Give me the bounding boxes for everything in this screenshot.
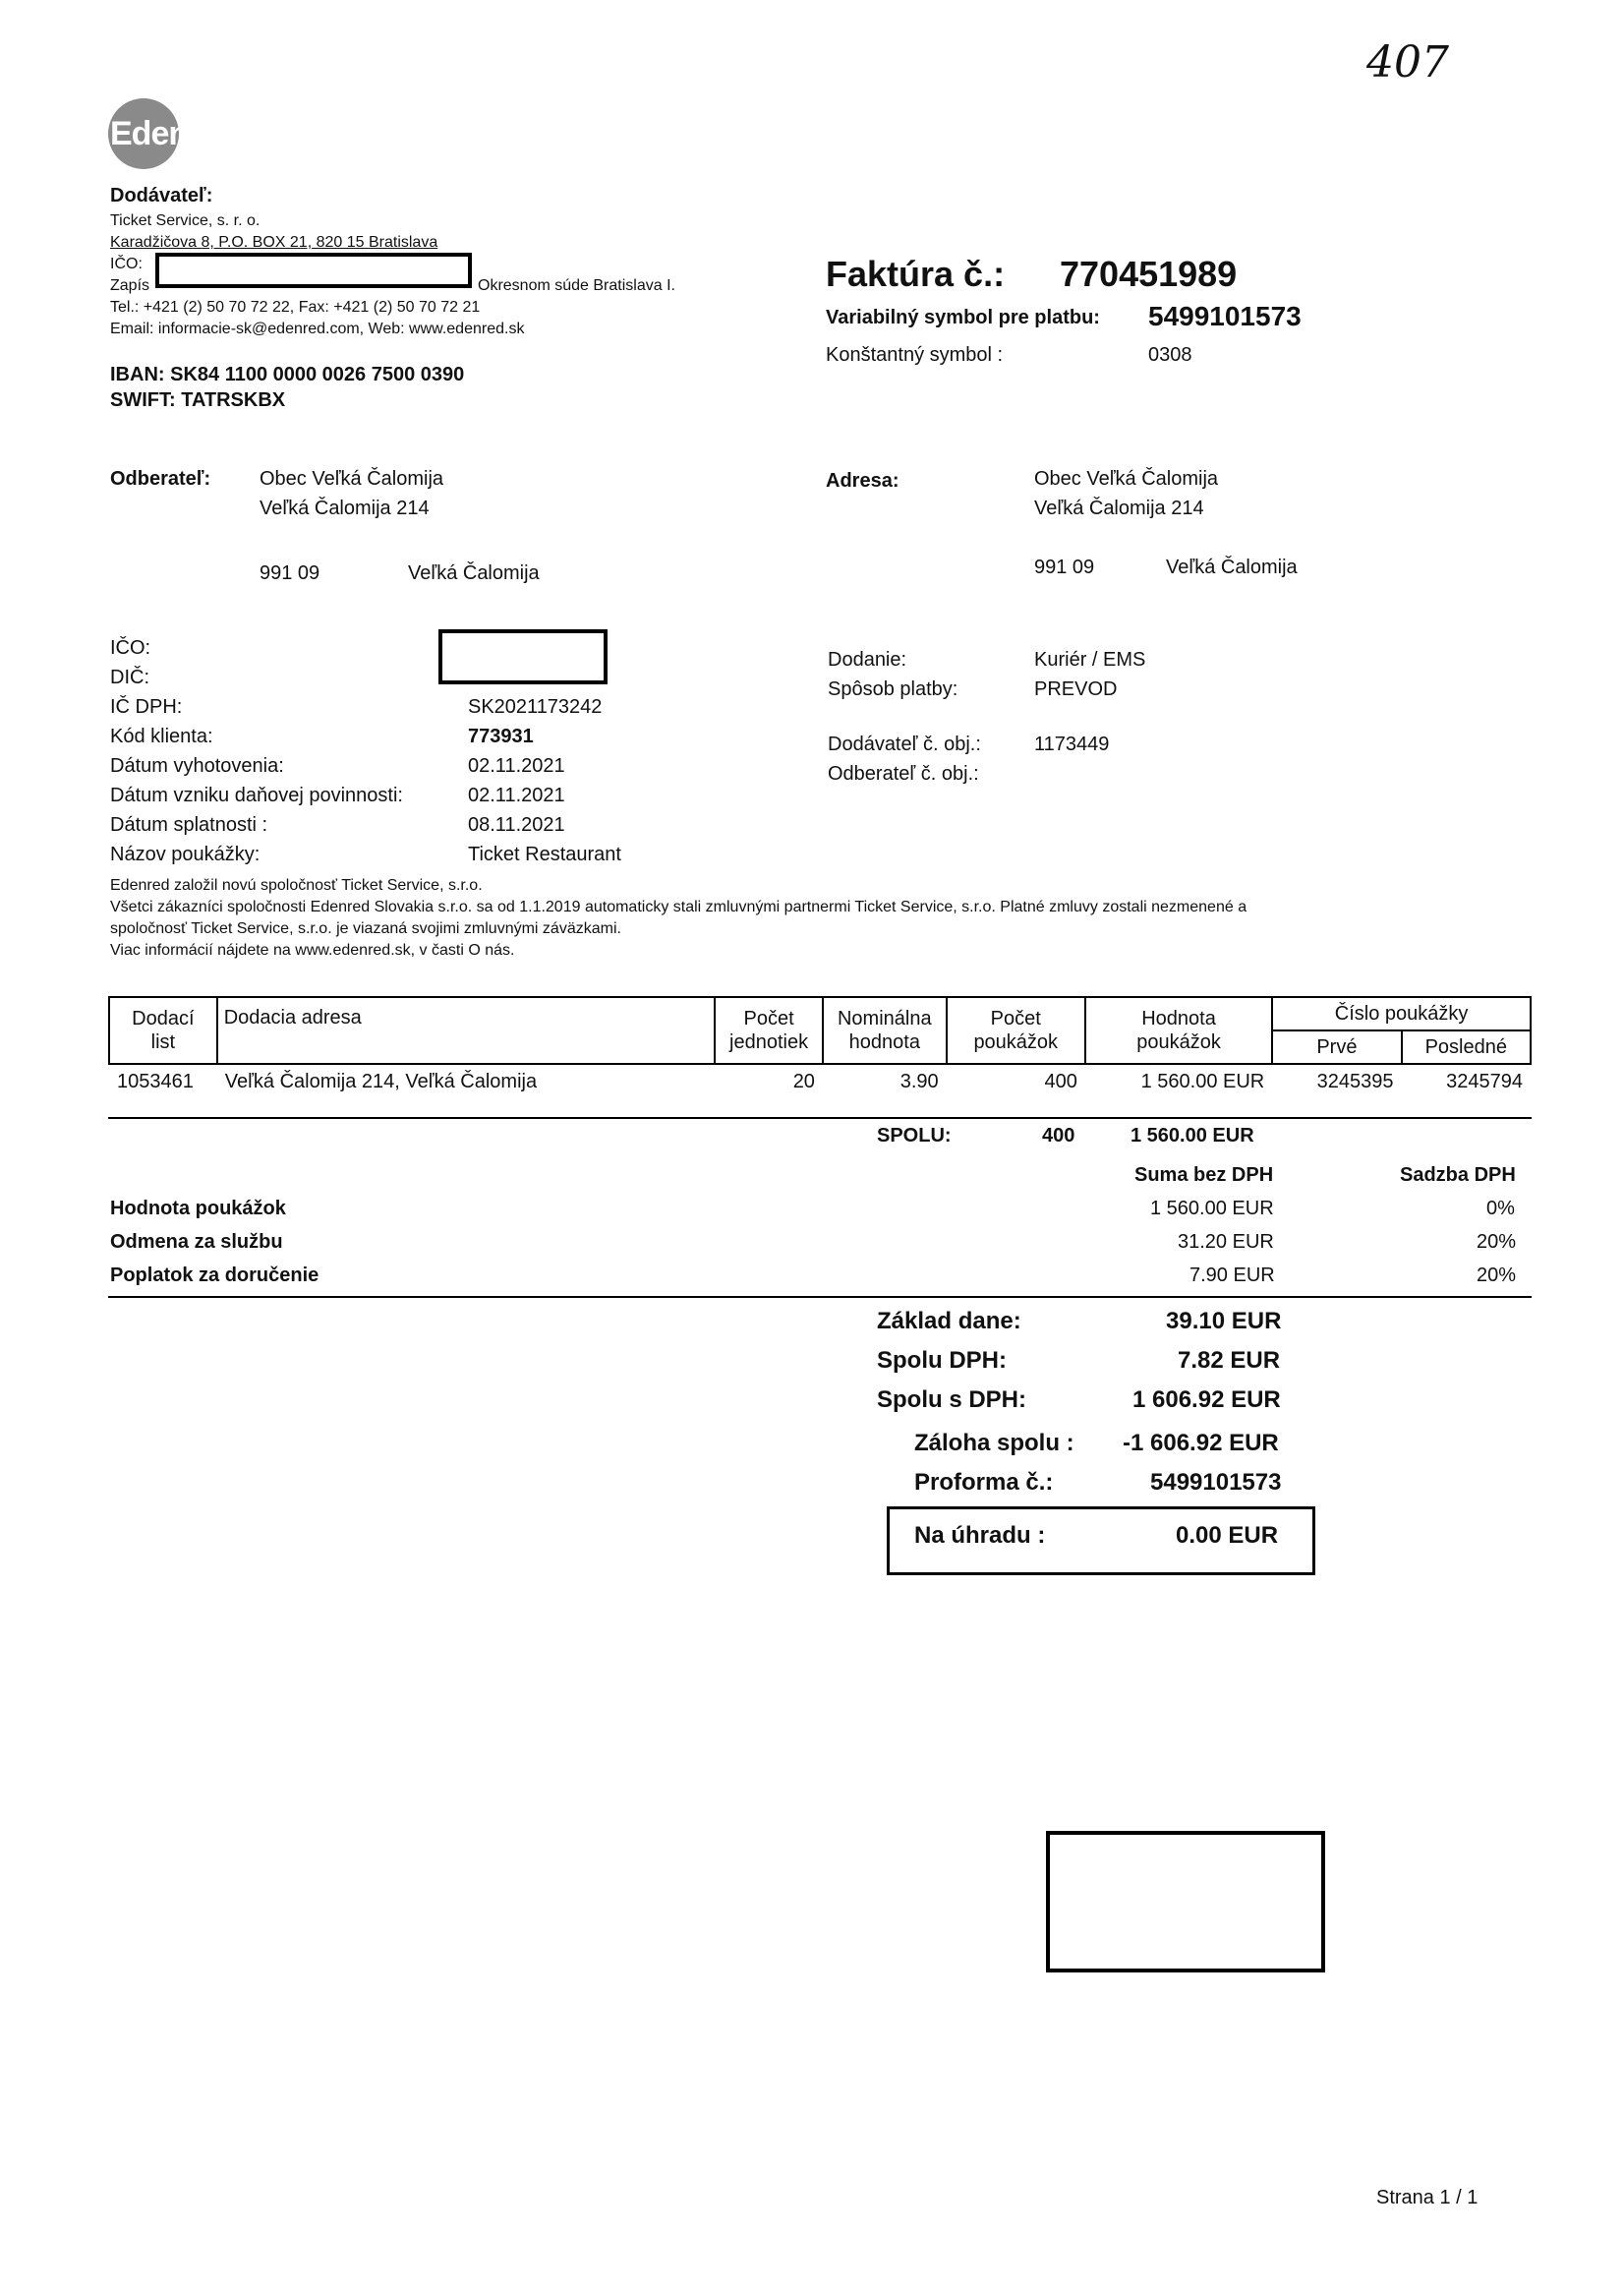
var-symbol: 5499101573 [1148,301,1302,331]
summary-item-label: Odmena za službu [110,1231,283,1253]
client-code: 773931 [468,726,534,747]
tax-date: 02.11.2021 [468,785,565,806]
grand-total-label: Spolu s DPH: [877,1386,1027,1413]
notice-line-4: Viac informácií nájdete na www.edenred.sk, v časti O nás. [110,942,515,959]
cell-first: 3245395 [1316,1071,1394,1092]
col-voucher-number: Číslo poukážky [1272,997,1531,1030]
ico-label: IČO: [110,637,151,659]
divider [108,1296,1532,1298]
cell-last: 3245794 [1446,1071,1523,1092]
summary-item-label: Poplatok za doručenie [110,1265,319,1286]
col-first: Prvé [1272,1030,1401,1064]
customer-zip: 991 09 [260,562,320,584]
page-number: Strana 1 / 1 [1376,2187,1479,2208]
col-delivery-note: Dodací list [109,997,217,1064]
advance-value: -1 606.92 EUR [1123,1430,1279,1456]
col-delivery-address: Dodacia adresa [217,997,716,1064]
supplier-email: Email: informacie-sk@edenred.com, Web: www.edenred.sk [110,321,525,337]
delivery-value: Kuriér / EMS [1034,649,1146,671]
supplier-ico-label: IČO: [110,256,143,272]
supplier-order-label: Dodávateľ č. obj.: [828,734,981,755]
vat-label: Spolu DPH: [877,1347,1007,1374]
supplier-registration-prefix: Zapís [110,277,150,294]
customer-label: Odberateľ: [110,468,211,490]
invoice-number: 770451989 [1060,254,1238,294]
address-label: Adresa: [826,470,899,492]
base-label: Základ dane: [877,1308,1021,1334]
amount-due-value: 0.00 EUR [1176,1522,1279,1549]
summary-item-amount: 7.90 EUR [1189,1265,1275,1286]
vat-value: 7.82 EUR [1178,1347,1281,1374]
items-table [108,996,1532,1099]
payment-value: PREVOD [1034,678,1118,700]
icdph-label: IČ DPH: [110,696,183,718]
proforma-value: 5499101573 [1150,1469,1282,1496]
summary-item-rate: 20% [1477,1265,1517,1286]
var-symbol-label: Variabilný symbol pre platbu: [826,307,1100,328]
customer-city: Veľká Čalomija [408,562,540,584]
const-symbol: 0308 [1148,344,1192,366]
total-value: 1 560.00 EUR [1131,1125,1254,1147]
supplier-iban: IBAN: SK84 1100 0000 0026 7500 0390 [110,364,465,385]
cell-units: 20 [792,1071,815,1092]
voucher-name-label: Názov poukážky: [110,844,261,865]
amount-due-label: Na úhradu : [914,1522,1046,1549]
address-name: Obec Veľká Čalomija [1034,468,1219,490]
voucher-name: Ticket Restaurant [468,844,621,865]
summary-item-amount: 31.20 EUR [1178,1231,1274,1253]
notice-line-1: Edenred založil novú spoločnosť Ticket Service, s.r.o. [110,877,483,894]
payment-label: Spôsob platby: [828,678,958,700]
tax-date-label: Dátum vzniku daňovej povinnosti: [110,785,403,806]
issue-date-label: Dátum vyhotovenia: [110,755,284,777]
supplier-name: Ticket Service, s. r. o. [110,212,261,229]
customer-street: Veľká Čalomija 214 [260,498,430,519]
divider [108,1117,1532,1119]
cell-value: 1 560.00 EUR [1140,1071,1265,1092]
supplier-swift: SWIFT: TATRSKBX [110,389,286,411]
invoice-title: Faktúra č.: [826,254,1006,294]
supplier-heading: Dodávateľ: [110,185,213,206]
dic-label: DIČ: [110,667,149,688]
address-zip: 991 09 [1034,557,1095,578]
address-city: Veľká Čalomija [1166,557,1298,578]
total-count: 400 [1042,1125,1075,1147]
icdph-value: SK2021173242 [468,696,603,718]
cell-address: Veľká Čalomija 214, Veľká Čalomija [224,1071,538,1092]
advance-label: Záloha spolu : [914,1430,1074,1456]
client-code-label: Kód klienta: [110,726,213,747]
grand-total-value: 1 606.92 EUR [1132,1386,1281,1413]
supplier-phone: Tel.: +421 (2) 50 70 72 22, Fax: +421 (2) 50 70 72 21 [110,299,481,316]
summary-item-rate: 20% [1477,1231,1517,1253]
col-units: Počet jednotiek [715,997,823,1064]
notice-line-3: spoločnosť Ticket Service, s.r.o. je viazaná svojimi zmluvnými záväzkami. [110,920,621,937]
due-date-label: Dátum splatnosti : [110,814,268,836]
delivery-label: Dodanie: [828,649,907,671]
summary-item-label: Hodnota poukážok [110,1198,286,1219]
supplier-registration: Okresnom súde Bratislava I. [478,277,675,294]
summary-item-rate: 0% [1486,1198,1515,1219]
cell-count: 400 [1044,1071,1077,1092]
base-value: 39.10 EUR [1166,1308,1282,1334]
cell-nominal: 3.90 [899,1071,939,1092]
customer-name: Obec Veľká Čalomija [260,468,444,490]
redaction-box [155,253,472,288]
summary-item-amount: 1 560.00 EUR [1150,1198,1274,1219]
cell-note: 1053461 [117,1071,194,1092]
issue-date: 02.11.2021 [468,755,565,777]
redaction-box [438,629,608,684]
notice-line-2: Všetci zákazníci spoločnosti Edenred Slovakia s.r.o. sa od 1.1.2019 automaticky stali zmluvnými partnermi Ticket Service, s.r.o. Platné zmluvy zostali nezmenené a [110,899,1247,915]
table-row [109,1064,1531,1099]
col-count: Počet poukážok [947,997,1085,1064]
col-last: Posledné [1402,1030,1531,1064]
handwritten-note: 407 [1366,37,1449,88]
const-symbol-label: Konštantný symbol : [826,344,1004,366]
col-nominal: Nominálna hodnota [823,997,947,1064]
customer-order-label: Odberateľ č. obj.: [828,763,979,785]
due-date: 08.11.2021 [468,814,565,836]
redaction-box [1046,1831,1325,1972]
supplier-order-value: 1173449 [1034,734,1110,755]
proforma-label: Proforma č.: [914,1469,1054,1496]
total-label: SPOLU: [877,1125,952,1147]
col-value: Hodnota poukážok [1085,997,1272,1064]
col-rate-header: Sadzba DPH [1400,1164,1516,1186]
address-street: Veľká Čalomija 214 [1034,498,1204,519]
supplier-address: Karadžičova 8, P.O. BOX 21, 820 15 Bratislava [110,234,438,251]
col-base-header: Suma bez DPH [1134,1164,1274,1186]
